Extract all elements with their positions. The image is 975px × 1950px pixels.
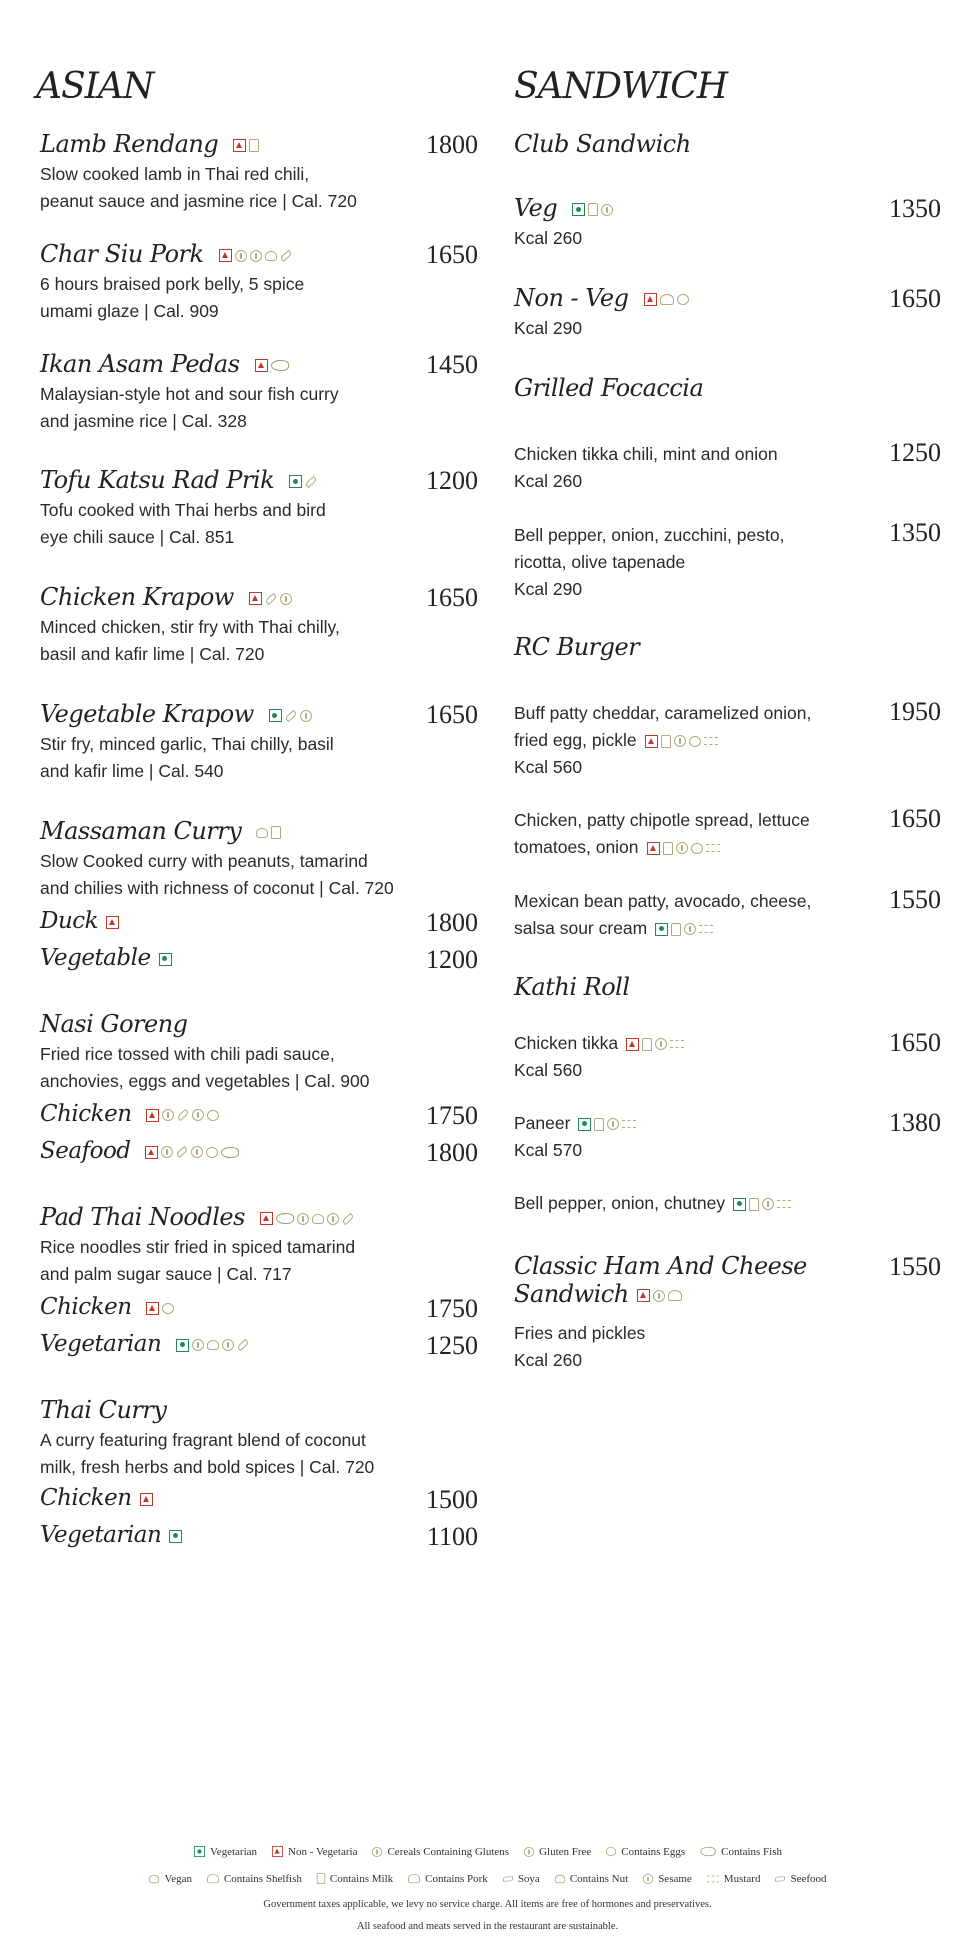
sesame-icon bbox=[191, 1146, 203, 1158]
nut-icon bbox=[265, 251, 277, 261]
description: Stir fry, minced garlic, Thai chilly, basil and kafir lime | Cal. 540 bbox=[40, 734, 334, 781]
price: 1550 bbox=[889, 1252, 941, 1281]
description: Malaysian-style hot and sour fish curry and jasmine rice | Cal. 328 bbox=[40, 384, 339, 431]
milk-icon bbox=[588, 203, 598, 216]
price: 1200 bbox=[426, 466, 478, 495]
kcal: Kcal 260 bbox=[514, 228, 583, 248]
non-veg-icon bbox=[106, 916, 119, 929]
focaccia-item: Bell pepper, onion, zucchini, pesto, ricotta, olive tapenade Kcal 290 bbox=[514, 525, 785, 599]
price: 1800 bbox=[426, 130, 478, 159]
burger-title: RC Burger bbox=[514, 633, 640, 661]
pork-icon bbox=[660, 294, 674, 305]
ham-cheese-title: Classic Ham And Cheese Sandwich bbox=[514, 1252, 807, 1308]
non-veg-icon bbox=[272, 1846, 283, 1857]
gluten-icon bbox=[684, 923, 696, 935]
club-veg: Veg bbox=[514, 194, 613, 222]
fish-icon bbox=[271, 360, 289, 371]
egg-icon bbox=[206, 1147, 218, 1158]
description: Fries and pickles Kcal 260 bbox=[514, 1323, 646, 1370]
sustainability-note: All seafood and meats served in the restaurant are sustainable. bbox=[356, 1921, 619, 1932]
gluten-icon bbox=[762, 1198, 774, 1210]
burger-item: Mexican bean patty, avocado, cheese, salsa sour cream bbox=[514, 891, 812, 938]
price: 1650 bbox=[889, 284, 941, 313]
allergen-icons bbox=[269, 709, 312, 722]
soya-icon bbox=[177, 1109, 190, 1121]
soya-icon bbox=[284, 709, 297, 721]
dish-vegetable-krapow: Vegetable Krapow bbox=[40, 700, 312, 728]
legend bbox=[0, 1845, 975, 1943]
non-veg-icon bbox=[260, 1212, 273, 1225]
gluten-icon bbox=[655, 1038, 667, 1050]
kathi-item: Chicken tikka Kcal 560 bbox=[514, 1030, 684, 1084]
price: 1250 bbox=[889, 438, 941, 467]
sesame-icon bbox=[297, 1213, 309, 1225]
description: A curry featuring fragrant blend of coconut milk, fresh herbs and bold spices | Cal. 720 bbox=[40, 1430, 375, 1477]
milk-icon bbox=[271, 826, 281, 839]
veg-icon bbox=[289, 475, 302, 488]
non-veg-icon bbox=[145, 1146, 158, 1159]
gluten-icon bbox=[676, 842, 688, 854]
milk-icon bbox=[642, 1038, 652, 1051]
gluten-icon bbox=[235, 250, 247, 262]
milk-icon bbox=[749, 1198, 759, 1211]
kathi-item: Paneer Kcal 570 bbox=[514, 1110, 636, 1164]
gluten-icon bbox=[300, 710, 312, 722]
focaccia-item: Chicken tikka chili, mint and onion Kcal 260 bbox=[514, 444, 778, 491]
milk-icon bbox=[594, 1118, 604, 1131]
price: 1750 bbox=[426, 1294, 478, 1323]
dish-massaman-curry: Massaman Curry bbox=[40, 817, 281, 845]
non-veg-icon bbox=[647, 842, 660, 855]
veg-icon bbox=[194, 1846, 205, 1857]
soya-icon bbox=[503, 1876, 513, 1881]
gluten-icon bbox=[162, 1109, 174, 1121]
option-chicken: Chicken bbox=[40, 1101, 219, 1127]
option-duck: Duck bbox=[40, 908, 119, 934]
dish-lamb-rendang: Lamb Rendang bbox=[40, 130, 259, 158]
kathi-title: Kathi Roll bbox=[514, 973, 630, 1001]
price: 1350 bbox=[889, 518, 941, 547]
veg-icon bbox=[733, 1198, 746, 1211]
legend-item: Vegan bbox=[148, 1872, 192, 1885]
non-veg-icon bbox=[219, 249, 232, 262]
soya-icon bbox=[237, 1339, 250, 1351]
gluten-icon bbox=[280, 593, 292, 605]
mustard-icon bbox=[777, 1200, 791, 1208]
option-vegetarian: Vegetarian bbox=[40, 1522, 182, 1548]
egg-icon bbox=[689, 736, 701, 747]
legend-item: Contains Eggs bbox=[605, 1845, 685, 1858]
legend-item: Mustard bbox=[706, 1872, 761, 1885]
gluten-icon bbox=[222, 1339, 234, 1351]
mustard-icon bbox=[699, 925, 713, 933]
legend-row-2 bbox=[0, 1872, 975, 1885]
nut-icon bbox=[207, 1340, 219, 1350]
dish-char-siu-pork: Char Siu Pork bbox=[40, 240, 292, 268]
pork-icon bbox=[668, 1290, 682, 1301]
legend-item: Soya bbox=[502, 1872, 540, 1885]
egg-icon bbox=[677, 294, 689, 305]
price: 1250 bbox=[426, 1331, 478, 1360]
non-veg-icon bbox=[140, 1493, 153, 1506]
price: 1100 bbox=[426, 1522, 478, 1551]
milk-icon bbox=[663, 842, 673, 855]
allergen-icons bbox=[233, 139, 259, 152]
soya-icon bbox=[279, 249, 292, 261]
price: 1650 bbox=[426, 583, 478, 612]
kathi-item: Bell pepper, onion, chutney bbox=[514, 1190, 791, 1217]
veg-icon bbox=[269, 709, 282, 722]
dish-thai-curry: Thai Curry bbox=[40, 1396, 167, 1424]
soya-icon bbox=[305, 475, 318, 487]
nut-icon bbox=[312, 1214, 324, 1224]
legend-item: Sesame bbox=[642, 1872, 692, 1885]
price: 1950 bbox=[889, 697, 941, 726]
gluten-icon bbox=[601, 204, 613, 216]
non-veg-icon bbox=[255, 359, 268, 372]
focaccia-title: Grilled Focaccia bbox=[514, 374, 704, 402]
description: 6 hours braised pork belly, 5 spice umami glaze | Cal. 909 bbox=[40, 274, 305, 321]
option-vegetarian: Vegetarian bbox=[40, 1331, 249, 1357]
veg-icon bbox=[655, 923, 668, 936]
price: 1800 bbox=[426, 1138, 478, 1167]
dish-chicken-krapow: Chicken Krapow bbox=[40, 583, 292, 611]
option-chicken: Chicken bbox=[40, 1294, 174, 1320]
veg-icon bbox=[572, 203, 585, 216]
price: 1800 bbox=[426, 908, 478, 937]
option-seafood: Seafood bbox=[40, 1138, 239, 1164]
mustard-icon bbox=[707, 1875, 719, 1882]
price: 1650 bbox=[889, 804, 941, 833]
soya-icon bbox=[342, 1212, 355, 1224]
tax-note: Government taxes applicable, we levy no service charge. All items are free of hormones and preservatives. bbox=[263, 1899, 712, 1910]
milk-icon bbox=[661, 735, 671, 748]
nut-icon bbox=[555, 1874, 565, 1883]
price: 1750 bbox=[426, 1101, 478, 1130]
egg-icon bbox=[691, 843, 703, 854]
option-vegetable: Vegetable bbox=[40, 945, 172, 971]
legend-item: Seefood bbox=[774, 1872, 826, 1885]
allergen-icons bbox=[249, 592, 292, 605]
shellfish-icon bbox=[207, 1874, 219, 1883]
seafood-icon bbox=[775, 1876, 785, 1881]
veg-icon bbox=[159, 953, 172, 966]
mustard-icon bbox=[704, 737, 718, 745]
description: Fried rice tossed with chili padi sauce, anchovies, eggs and vegetables | Cal. 900 bbox=[40, 1044, 370, 1091]
gluten-icon bbox=[653, 1290, 665, 1302]
veg-icon bbox=[578, 1118, 591, 1131]
price: 1350 bbox=[889, 194, 941, 223]
egg-icon bbox=[162, 1303, 174, 1314]
asian-heading: ASIAN bbox=[36, 66, 154, 107]
price: 1450 bbox=[426, 350, 478, 379]
fish-icon bbox=[701, 1847, 716, 1856]
legend-item: Cereals Containing Glutens bbox=[371, 1845, 509, 1858]
legend-item: Non - Vegetaria bbox=[271, 1845, 357, 1858]
pork-icon bbox=[408, 1874, 420, 1883]
gluten-icon bbox=[674, 735, 686, 747]
price: 1500 bbox=[426, 1485, 478, 1514]
egg-icon bbox=[207, 1110, 219, 1121]
sesame-icon bbox=[192, 1339, 204, 1351]
description: Slow Cooked curry with peanuts, tamarind and chilies with richness of coconut | Cal. 720 bbox=[40, 851, 394, 898]
non-veg-icon bbox=[637, 1289, 650, 1302]
kcal: Kcal 290 bbox=[514, 318, 583, 338]
non-veg-icon bbox=[645, 735, 658, 748]
gluten-icon bbox=[327, 1213, 339, 1225]
price: 1200 bbox=[426, 945, 478, 974]
gluten-icon bbox=[372, 1846, 382, 1856]
price: 1650 bbox=[426, 240, 478, 269]
soya-icon bbox=[176, 1146, 189, 1158]
description: Minced chicken, stir fry with Thai chilly, basil and kafir lime | Cal. 720 bbox=[40, 617, 340, 664]
mustard-icon bbox=[622, 1120, 636, 1128]
burger-item: Chicken, patty chipotle spread, lettuce tomatoes, onion bbox=[514, 810, 810, 857]
non-veg-icon bbox=[233, 139, 246, 152]
price: 1380 bbox=[889, 1108, 941, 1137]
sesame-icon bbox=[250, 250, 262, 262]
sandwich-heading: SANDWICH bbox=[514, 66, 728, 107]
legend-item: Contains Pork bbox=[407, 1872, 488, 1885]
gluten-icon bbox=[607, 1118, 619, 1130]
allergen-icons bbox=[219, 249, 292, 262]
legend-item: Contains Milk bbox=[316, 1872, 393, 1885]
legend-item: Gluten Free bbox=[523, 1845, 591, 1858]
description: Tofu cooked with Thai herbs and bird eye chili sauce | Cal. 851 bbox=[40, 500, 326, 547]
description: Slow cooked lamb in Thai red chili, peanut sauce and jasmine rice | Cal. 720 bbox=[40, 164, 357, 211]
dish-pad-thai: Pad Thai Noodles bbox=[40, 1203, 354, 1231]
price: 1650 bbox=[889, 1028, 941, 1057]
non-veg-icon bbox=[146, 1302, 159, 1315]
option-chicken: Chicken bbox=[40, 1485, 153, 1511]
dish-tofu-katsu: Tofu Katsu Rad Prik bbox=[40, 466, 317, 494]
non-veg-icon bbox=[146, 1109, 159, 1122]
soya-icon bbox=[264, 592, 277, 604]
milk-icon bbox=[249, 139, 259, 152]
fish-icon bbox=[276, 1213, 294, 1224]
price: 1650 bbox=[426, 700, 478, 729]
sesame-icon bbox=[643, 1873, 653, 1883]
gluten-free-icon bbox=[524, 1846, 534, 1856]
non-veg-icon bbox=[644, 293, 657, 306]
milk-icon bbox=[317, 1873, 326, 1884]
legend-row-1 bbox=[0, 1845, 975, 1858]
legend-item: Contains Fish bbox=[699, 1845, 782, 1858]
allergen-icons bbox=[255, 359, 289, 372]
allergen-icons bbox=[256, 826, 281, 839]
gluten-icon bbox=[161, 1146, 173, 1158]
allergen-icons bbox=[289, 475, 317, 488]
fish-icon bbox=[221, 1147, 239, 1158]
sesame-icon bbox=[192, 1109, 204, 1121]
dish-ikan-asam-pedas: Ikan Asam Pedas bbox=[40, 350, 289, 378]
legend-item: Contains Nut bbox=[554, 1872, 628, 1885]
veg-icon bbox=[176, 1339, 189, 1352]
veg-icon bbox=[169, 1530, 182, 1543]
milk-icon bbox=[671, 923, 681, 936]
burger-item: Buff patty cheddar, caramelized onion, fried egg, pickle Kcal 560 bbox=[514, 703, 812, 777]
non-veg-icon bbox=[249, 592, 262, 605]
legend-item: Contains Shelfish bbox=[206, 1872, 302, 1885]
vegan-icon bbox=[149, 1874, 159, 1883]
legend-item: Vegetarian bbox=[193, 1845, 257, 1858]
nut-icon bbox=[256, 828, 268, 838]
description: Rice noodles stir fried in spiced tamarind and palm sugar sauce | Cal. 717 bbox=[40, 1237, 356, 1284]
egg-icon bbox=[606, 1847, 616, 1856]
price: 1550 bbox=[889, 885, 941, 914]
mustard-icon bbox=[706, 844, 720, 852]
club-sandwich-title: Club Sandwich bbox=[514, 130, 691, 158]
club-non-veg: Non - Veg bbox=[514, 284, 689, 312]
dish-nasi-goreng: Nasi Goreng bbox=[40, 1010, 188, 1038]
non-veg-icon bbox=[626, 1038, 639, 1051]
mustard-icon bbox=[670, 1040, 684, 1048]
